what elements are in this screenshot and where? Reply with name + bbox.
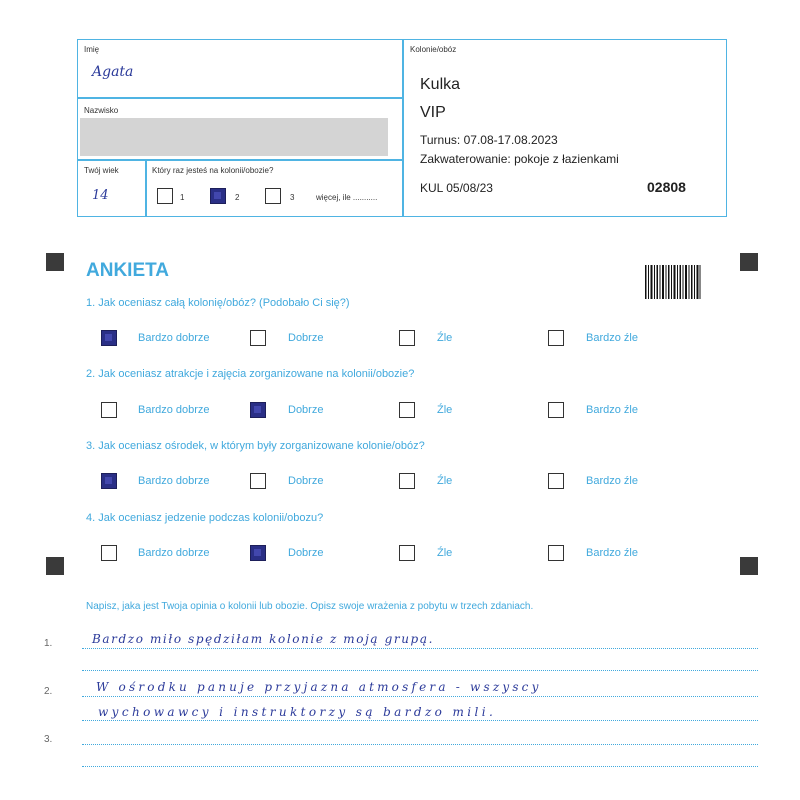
q2-option-dobrze-label: Dobrze xyxy=(288,404,324,416)
header-divider-3 xyxy=(145,159,147,217)
opinion-line-3a xyxy=(82,744,758,745)
q4-option-bardzo-dobrze-label: Bardzo dobrze xyxy=(138,547,210,559)
registration-mark-top-right xyxy=(740,253,758,271)
q2-option-bardzo-zle-label: Bardzo źle xyxy=(586,404,638,416)
q2-option-zle-label: Źle xyxy=(437,404,453,416)
q4-option-zle-checkbox[interactable] xyxy=(399,545,415,561)
form-number: 02808 xyxy=(647,179,686,195)
q2-option-bardzo-zle-checkbox[interactable] xyxy=(548,402,564,418)
q4-option-dobrze-checkbox[interactable] xyxy=(250,545,266,561)
q4-option-zle-label: Źle xyxy=(437,547,453,559)
q2-option-dobrze-checkbox[interactable] xyxy=(250,402,266,418)
opinion-sentence-3[interactable]: wychowawcy i instruktorzy są bardzo mili. xyxy=(98,705,497,719)
q3-option-zle-checkbox[interactable] xyxy=(399,473,415,489)
visit-label: Który raz jesteś na kolonii/obozie? xyxy=(152,166,274,175)
accommodation-value: pokoje z łazienkami xyxy=(514,152,619,166)
line-number-2: 2. xyxy=(44,686,53,697)
q1-option-bardzo-dobrze-label: Bardzo dobrze xyxy=(138,332,210,344)
opinion-prompt: Napisz, jaka jest Twoja opinia o kolonii lub obozie. Opisz swoje wrażenia z pobytu w trzech zdaniach. xyxy=(86,601,534,612)
q1-option-bardzo-zle-label: Bardzo źle xyxy=(586,332,638,344)
visit-option-more: więcej, ile ........... xyxy=(316,193,378,202)
age-value[interactable]: 14 xyxy=(92,188,109,203)
q3-option-bardzo-dobrze-checkbox[interactable] xyxy=(101,473,117,489)
turnus-value: 07.08-17.08.2023 xyxy=(463,133,558,147)
registration-mark-bottom-left xyxy=(46,557,64,575)
q2-option-bardzo-dobrze-checkbox[interactable] xyxy=(101,402,117,418)
q1-option-bardzo-zle-checkbox[interactable] xyxy=(548,330,564,346)
opinion-line-3b xyxy=(82,766,758,767)
q4-option-dobrze-label: Dobrze xyxy=(288,547,324,559)
visit-checkbox-3[interactable] xyxy=(265,188,281,204)
q4-option-bardzo-dobrze-checkbox[interactable] xyxy=(101,545,117,561)
visit-option-1: 1 xyxy=(180,193,185,202)
age-label: Twój wiek xyxy=(84,166,119,175)
q3-option-bardzo-dobrze-label: Bardzo dobrze xyxy=(138,475,210,487)
camp-name: Kulka xyxy=(420,76,461,93)
opinion-line-1b xyxy=(82,670,758,671)
name-label: Imię xyxy=(84,45,100,54)
q1-option-zle-checkbox[interactable] xyxy=(399,330,415,346)
q3-option-bardzo-zle-checkbox[interactable] xyxy=(548,473,564,489)
q4-option-bardzo-zle-checkbox[interactable] xyxy=(548,545,564,561)
survey-title: ANKIETA xyxy=(86,260,170,281)
registration-mark-bottom-right xyxy=(740,557,758,575)
q2-option-bardzo-dobrze-label: Bardzo dobrze xyxy=(138,404,210,416)
name-value[interactable]: Agata xyxy=(92,64,134,80)
opinion-line-2b xyxy=(82,720,758,721)
q3-option-zle-label: Źle xyxy=(437,475,453,487)
opinion-line-1a xyxy=(82,648,758,649)
visit-option-2: 2 xyxy=(235,193,240,202)
q3-option-dobrze-checkbox[interactable] xyxy=(250,473,266,489)
registration-mark-top-left xyxy=(46,253,64,271)
q1-option-bardzo-dobrze-checkbox[interactable] xyxy=(101,330,117,346)
line-number-3: 3. xyxy=(44,734,53,745)
turnus-row xyxy=(420,133,558,147)
visit-option-3: 3 xyxy=(290,193,295,202)
question-4-text: 4. Jak oceniasz jedzenie podczas kolonii/obozu? xyxy=(86,512,324,524)
surname-label: Nazwisko xyxy=(84,106,119,115)
header-divider-2 xyxy=(77,159,403,161)
camp-code: KUL 05/08/23 xyxy=(420,181,493,195)
barcode xyxy=(645,265,701,299)
opinion-sentence-1[interactable]: Bardzo miło spędziłam kolonie z moją grupą. xyxy=(92,632,434,646)
q1-option-dobrze-label: Dobrze xyxy=(288,332,324,344)
q1-option-dobrze-checkbox[interactable] xyxy=(250,330,266,346)
turnus-label: Turnus: xyxy=(420,133,461,147)
q2-option-zle-checkbox[interactable] xyxy=(399,402,415,418)
accommodation-row xyxy=(420,152,619,166)
visit-checkbox-1[interactable] xyxy=(157,188,173,204)
header-divider-1 xyxy=(77,97,403,99)
question-1-text: 1. Jak oceniasz całą kolonię/obóz? (Podobało Ci się?) xyxy=(86,297,350,309)
visit-checkbox-2[interactable] xyxy=(210,188,226,204)
q1-option-zle-label: Źle xyxy=(437,332,453,344)
q3-option-bardzo-zle-label: Bardzo źle xyxy=(586,475,638,487)
q4-option-bardzo-zle-label: Bardzo źle xyxy=(586,547,638,559)
camp-type: VIP xyxy=(420,104,446,121)
opinion-line-2a xyxy=(82,696,758,697)
question-2-text: 2. Jak oceniasz atrakcje i zajęcia zorganizowane na kolonii/obozie? xyxy=(86,368,415,380)
surname-redacted xyxy=(80,118,388,156)
question-3-text: 3. Jak oceniasz ośrodek, w którym były zorganizowane kolonie/obóz? xyxy=(86,440,425,452)
opinion-sentence-2[interactable]: W ośrodku panuje przyjazna atmosfera - wszyscy xyxy=(96,680,542,694)
line-number-1: 1. xyxy=(44,638,53,649)
accommodation-label: Zakwaterowanie: xyxy=(420,152,511,166)
q3-option-dobrze-label: Dobrze xyxy=(288,475,324,487)
header-divider-vertical xyxy=(402,39,404,217)
camp-label: Kolonie/obóz xyxy=(410,45,457,54)
